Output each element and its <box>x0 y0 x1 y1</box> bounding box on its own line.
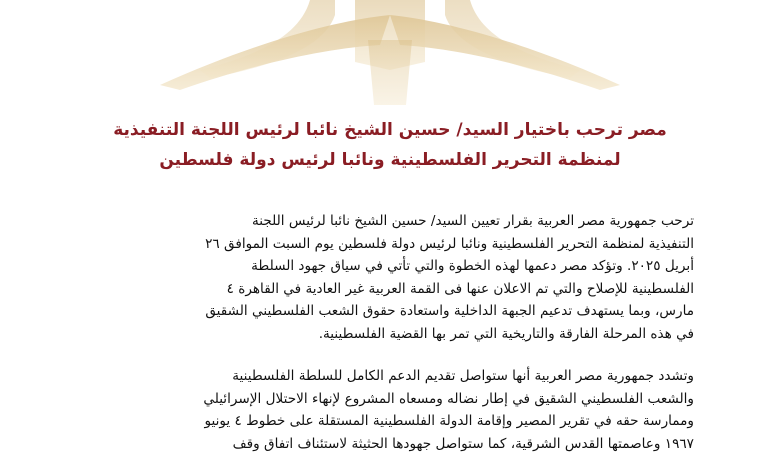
paragraph-1 <box>92 210 694 345</box>
paragraph-line: الفلسطينية للإصلاح والتي تم الاعلان عنها فى القمة العربية غير العادية في القاهرة ٤ <box>226 280 694 297</box>
paragraph-line: أبريل ٢٠٢٥. وتؤكد مصر دعمها لهذه الخطوة والتي تأتي في سياق جهود السلطة <box>251 258 694 274</box>
press-release-body <box>92 210 694 455</box>
eagle-emblem-icon <box>140 0 640 110</box>
title-line-2: لمنظمة التحرير الفلسطينية ونائبا لرئيس دولة فلسطين <box>159 150 621 170</box>
paragraph-line: ترحب جمهورية مصر العربية بقرار تعيين السيد/ حسين الشيخ نائبا لرئيس اللجنة <box>251 213 694 229</box>
paragraph-line: والشعب الفلسطيني الشقيق في إطار نضاله ومسعاه المشروع لإنهاء الاحتلال الإسرائيلي <box>203 390 694 407</box>
paragraph-line: مارس، وبما يستهدف تدعيم الجبهة الداخلية واستعادة حقوق الشعب الفلسطيني الشقيق <box>205 303 694 319</box>
paragraph-line: التنفيذية لمنظمة التحرير الفلسطينية ونائبا لرئيس دولة فلسطين يوم السبت الموافق ٢٦ <box>205 235 694 252</box>
paragraph-line: وتشدد جمهورية مصر العربية أنها ستواصل تقديم الدعم الكامل للسلطة الفلسطينية <box>232 368 694 384</box>
paragraph-line: في هذه المرحلة الفارقة والتاريخية التي تمر بها القضية الفلسطينية. <box>318 325 694 342</box>
title-line-1: مصر ترحب باختيار السيد/ حسين الشيخ نائبا لرئيس اللجنة التنفيذية <box>113 120 667 140</box>
press-release-title <box>80 115 700 175</box>
paragraph-line: ١٩٦٧ وعاصمتها القدس الشرقية، كما ستواصل جهودها الحثيثة لاستئناف اتفاق وقف <box>232 435 694 452</box>
paragraph-2 <box>92 365 694 455</box>
paragraph-line: وممارسة حقه في تقرير المصير وإقامة الدولة الفلسطينية المستقلة على خطوط ٤ يونيو <box>204 413 694 429</box>
